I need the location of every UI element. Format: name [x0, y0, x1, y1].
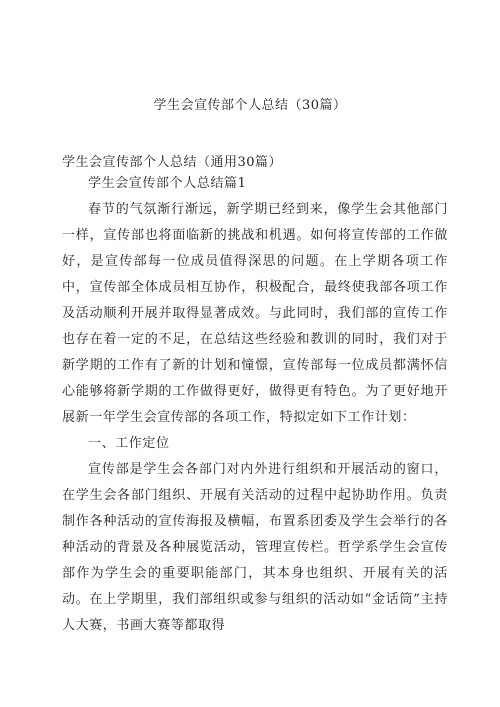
- document-subtitle: 学生会宣传部个人总结（通用30篇）: [62, 155, 283, 170]
- document-body: [62, 171, 448, 639]
- body-paragraph-1: 春节的气氛渐行渐远，新学期已经到来，像学生会其他部门一样，宣传部也将面临新的挑战和机遇。如何将宣传部的工作做好，是宣传部每一位成员值得深思的问题。在上学期各项工作中，宣传部全体成员相互协作，积极配合，最终使我部各项工作及活动顺利开展并取得显著成效。与此同时，我们部的宣传工作也存在着一定的不足，在总结这些经验和教训的同时，我们对于新学期的工作有了新的计划和憧憬，宣传部每一位成员都满怀信心能够将新学期的工作做得更好，做得更有特色。为了更好地开展新一年学生会宣传部的各项工作，特拟定如下工作计划：: [62, 202, 448, 425]
- document-title: 学生会宣传部个人总结（30篇）: [153, 98, 347, 113]
- heading-work-positioning: 一、工作定位: [88, 436, 170, 451]
- body-paragraph-2: 宣传部是学生会各部门对内外进行组织和开展活动的窗口，在学生会各部门组织、开展有关活动的过程中起协助作用。负责制作各种活动的宣传海报及横幅，布置系团委及学生会举行的各种活动的背景及各种展览活动，管理宣传栏。哲学系学生会宣传部作为学生会的重要职能部门，其本身也组织、开展有关的活动。在上学期里，我们部组织或参与组织的活动如“金话筒”主持人大赛，书画大赛等都取得: [62, 462, 448, 633]
- section-heading: 学生会宣传部个人总结篇1: [88, 176, 247, 191]
